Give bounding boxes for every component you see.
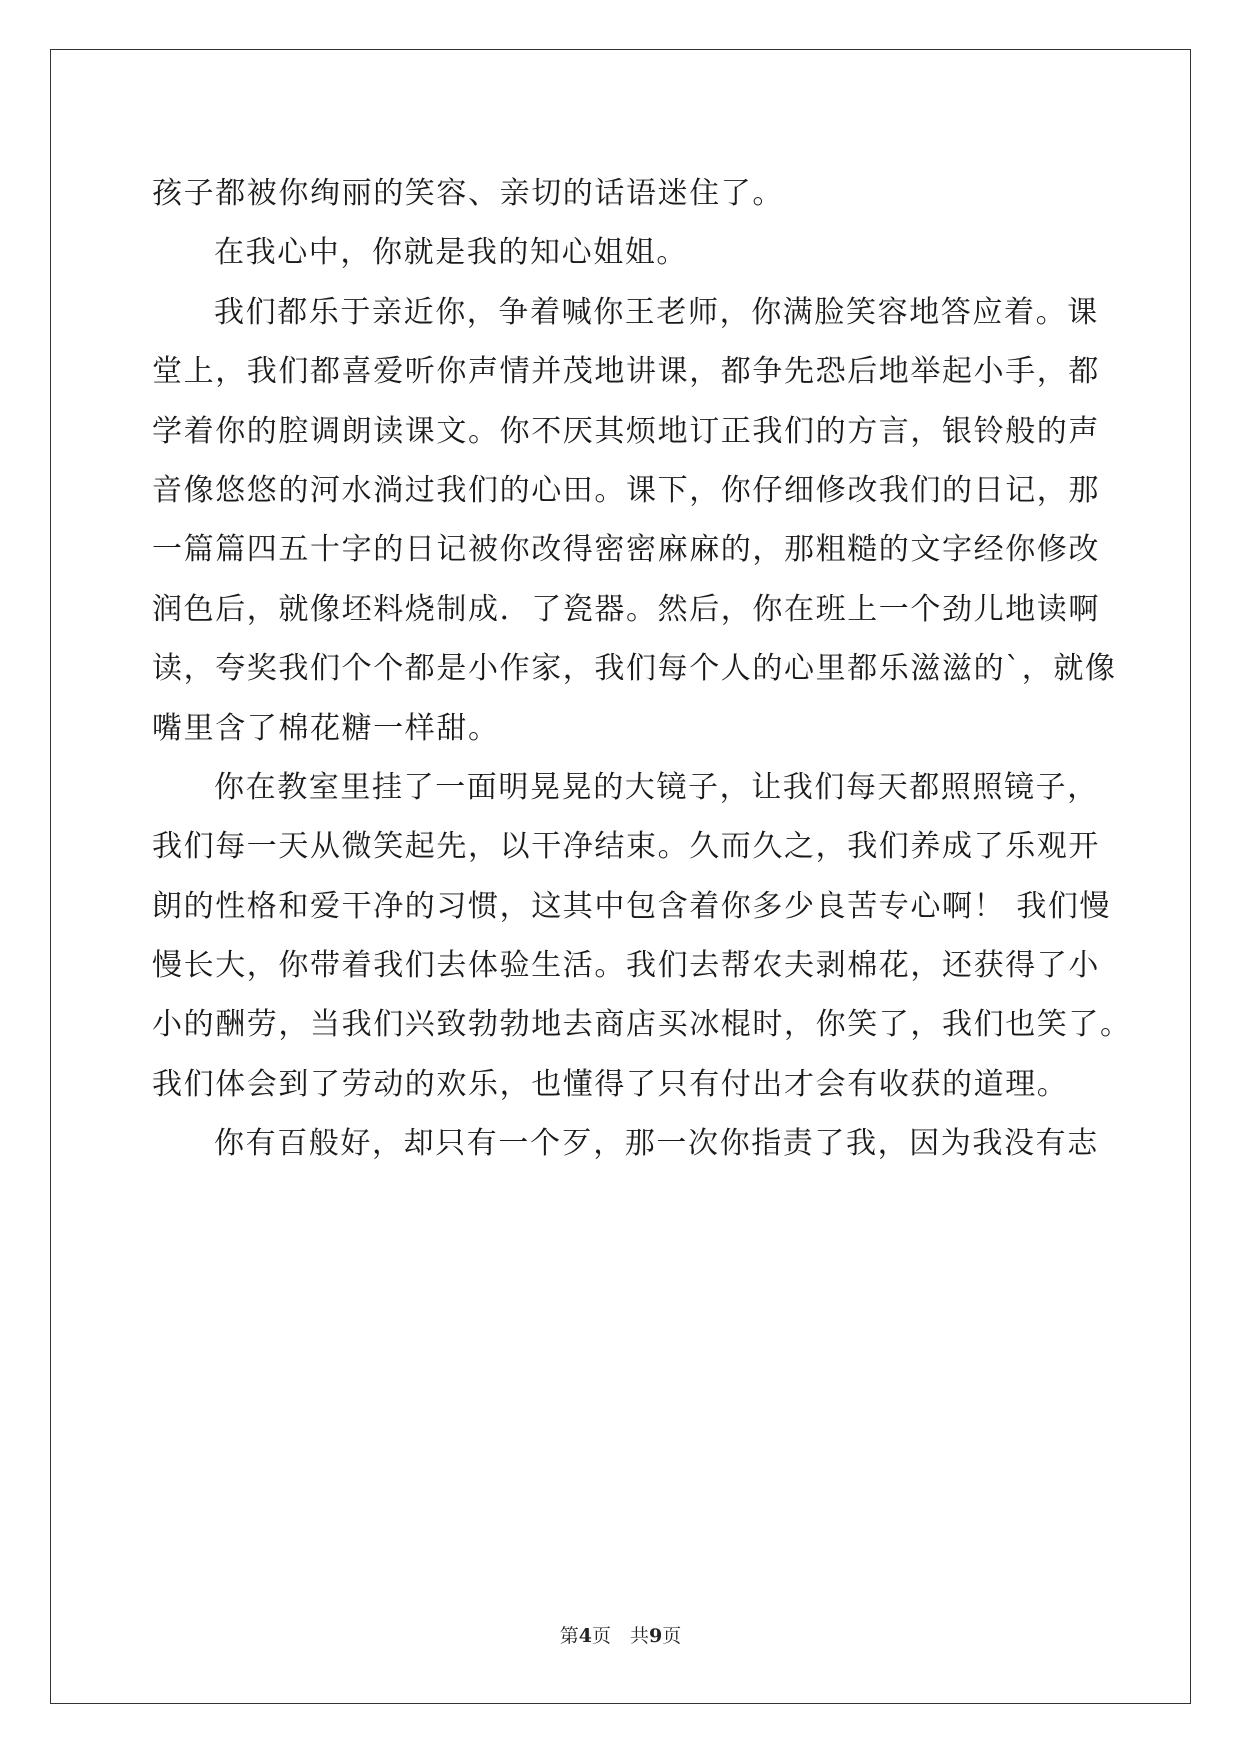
page-number-footer	[0, 1624, 1241, 1648]
text-line-5: 学着你的腔调朗读课文。你不厌其烦地订正我们的方言，银铃般的声	[152, 413, 1100, 449]
text-line-16: 我们体会到了劳动的欢乐，也懂得了只有付出才会有收获的道理。	[152, 1066, 1069, 1102]
text-line-1: 孩子都被你绚丽的笑容、亲切的话语迷住了。	[152, 176, 784, 211]
text-line-11: 你在教室里挂了一面明晃晃的大镜子，让我们每天都照照镜子，	[214, 769, 1099, 805]
page-prefix: 第	[559, 1625, 579, 1647]
page-suffix: 页	[662, 1625, 682, 1647]
page-current: 4	[578, 1625, 592, 1647]
text-line-14: 慢长大，你带着我们去体验生活。我们去帮农夫剥棉花，还获得了小	[152, 948, 1100, 984]
text-line-7: 一篇篇四五十字的日记被你改得密密麻麻的，那粗糙的文字经你修改	[152, 532, 1100, 568]
text-line-9: 读，夸奖我们个个都是小作家，我们每个人的心里都乐滋滋的`，就像	[152, 651, 1117, 687]
text-line-4: 堂上，我们都喜爱听你声情并茂地讲课，都争先恐后地举起小手，都	[152, 354, 1100, 390]
text-line-12: 我们每一天从微笑起先，以干净结束。久而久之，我们养成了乐观开	[152, 829, 1100, 865]
document-body	[152, 164, 1132, 1174]
text-line-8: 润色后，就像坯料烧制成．了瓷器。然后，你在班上一个劲儿地读啊	[152, 591, 1100, 627]
text-line-17: 你有百般好，却只有一个歹，那一次你指责了我，因为我没有志	[214, 1126, 1099, 1162]
text-line-3: 我们都乐于亲近你，争着喊你王老师，你满脸笑容地答应着。课	[214, 294, 1099, 330]
text-line-6: 音像悠悠的河水淌过我们的心田。课下，你仔细修改我们的日记，那	[152, 472, 1100, 508]
text-line-15: 小的酬劳，当我们兴致勃勃地去商店买冰棍时，你笑了，我们也笑了。	[152, 1007, 1132, 1043]
page-mid: 页 共	[591, 1625, 649, 1647]
text-line-2: 在我心中，你就是我的知心姐姐。	[214, 235, 688, 271]
text-line-10: 嘴里含了棉花糖一样甜。	[152, 710, 500, 746]
text-line-13: 朗的性格和爱干净的习惯，这其中包含着你多少良苦专心啊！ 我们慢	[152, 888, 1112, 924]
page-total: 9	[649, 1625, 663, 1647]
